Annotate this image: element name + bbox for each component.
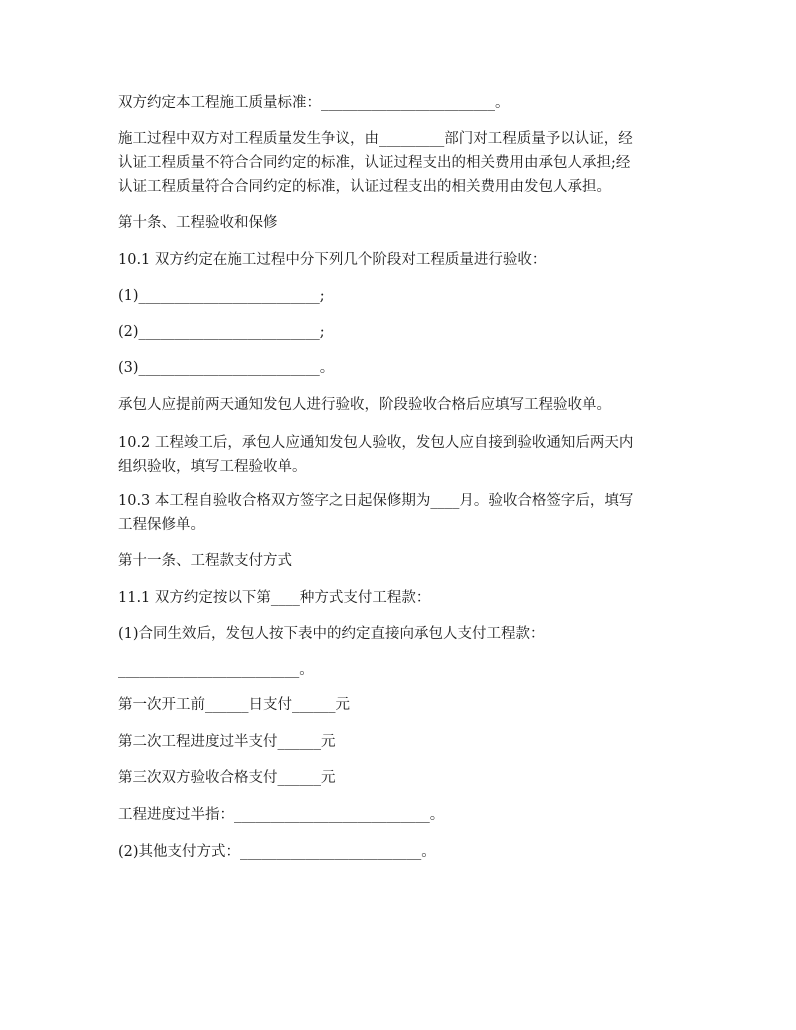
second-payment-line: 第二次工程进度过半支付______元: [118, 734, 336, 750]
dispute-paragraph-line-2: 认证工程质量不符合合同约定的标准，认证过程支出的相关费用由承包人承担;经: [118, 155, 631, 171]
progress-definition-line: 工程进度过半指：___________________________。: [118, 807, 445, 823]
payment-method-1: (1)合同生效后，发包人按下表中的约定直接向承包人支付工程款：: [118, 626, 545, 642]
stage-item-1: (1)_________________________;: [118, 288, 325, 304]
section-11-heading: 第十一条、工程款支付方式: [118, 553, 292, 569]
clause-10-1: 10.1 双方约定在施工过程中分下列几个阶段对工程质量进行验收：: [118, 252, 547, 268]
stage-item-2: (2)_________________________;: [118, 324, 325, 340]
quality-standard-line: 双方约定本工程施工质量标准：________________________。: [118, 95, 510, 111]
payment-method-1-blank: _________________________。: [118, 662, 314, 678]
clause-10-3-line-2: 工程保修单。: [118, 517, 205, 533]
clause-10-2-line-1: 10.2 工程竣工后，承包人应通知发包人验收，发包人应自接到验收通知后两天内: [118, 435, 634, 451]
section-10-heading: 第十条、工程验收和保修: [118, 215, 278, 231]
notice-paragraph: 承包人应提前两天通知发包人进行验收，阶段验收合格后应填写工程验收单。: [118, 397, 611, 413]
third-payment-line: 第三次双方验收合格支付______元: [118, 770, 336, 786]
other-payment-method: (2)其他支付方式：_________________________。: [118, 844, 436, 860]
clause-10-3-line-1: 10.3 本工程自验收合格双方签字之日起保修期为____月。验收合格签字后，填写: [118, 493, 634, 509]
clause-11-1: 11.1 双方约定按以下第____种方式支付工程款：: [118, 590, 431, 606]
clause-10-2-line-2: 组织验收，填写工程验收单。: [118, 459, 307, 475]
stage-item-3: (3)_________________________。: [118, 360, 335, 376]
dispute-paragraph-line-1: 施工过程中双方对工程质量发生争议，由_________部门对工程质量予以认证，经: [118, 131, 633, 147]
first-payment-line: 第一次开工前______日支付______元: [118, 697, 350, 713]
dispute-paragraph-line-3: 认证工程质量符合合同约定的标准，认证过程支出的相关费用由发包人承担。: [118, 179, 611, 195]
